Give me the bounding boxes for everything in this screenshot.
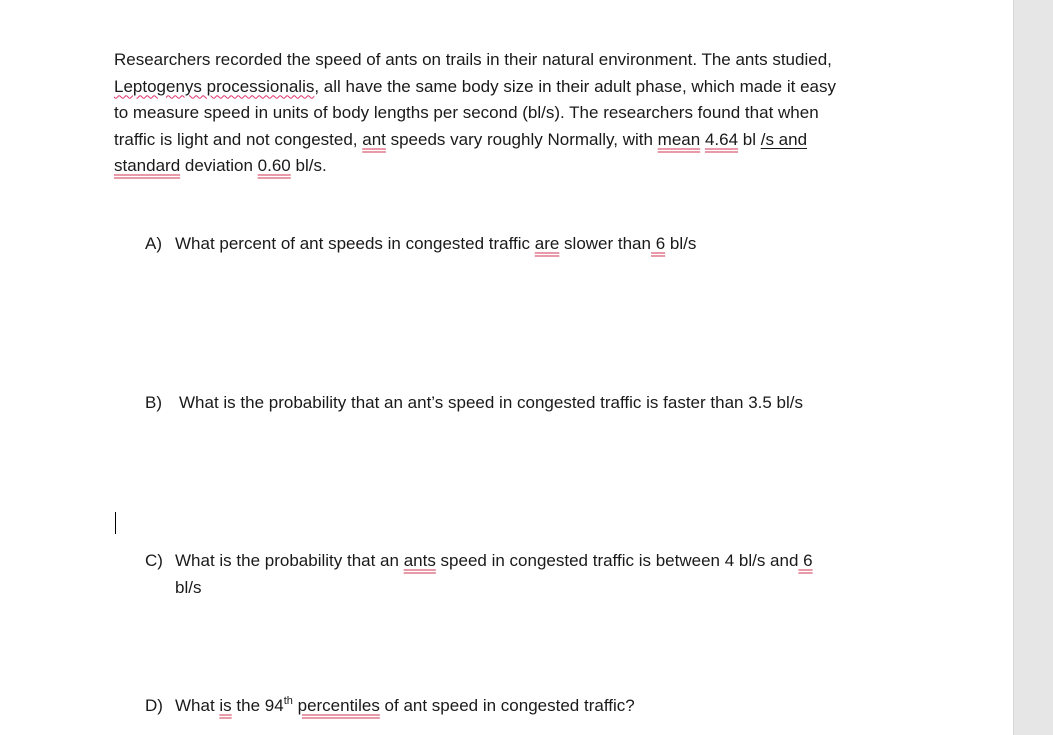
grammar-flag-ants[interactable]: ants: [403, 551, 436, 570]
intro-line-3: to measure speed in units of body lengths per second (bl/s). The researchers found that when: [114, 103, 819, 122]
intro-line-2: Leptogenys processionalis, all have the same body size in their adult phase, which made it easy: [114, 76, 836, 96]
grammar-flag-six-c[interactable]: 6: [798, 551, 813, 570]
grammar-flag-mean[interactable]: mean: [657, 129, 701, 149]
grammar-flag-mean-value[interactable]: 4.64: [704, 129, 739, 149]
question-b[interactable]: [145, 390, 803, 417]
question-b-text: What is the probability that an ant’s speed in congested traffic is faster than 3.5 bl/s: [179, 393, 804, 412]
ordinal-superscript: th: [283, 695, 293, 707]
text-cursor: [115, 512, 116, 534]
question-d[interactable]: D) What is the 94th percentiles of ant speed in congested traffic?: [145, 693, 635, 720]
grammar-flag-sd-value[interactable]: 0.60: [257, 156, 291, 175]
question-a[interactable]: A) What percent of ant speeds in congested traffic are slower than 6 bl/s: [145, 231, 696, 258]
intro-paragraph[interactable]: [114, 47, 904, 180]
underlined-and: /s and: [760, 129, 808, 149]
intro-line-1: Researchers recorded the speed of ants on trails in their natural environment. The ants studied,: [114, 50, 832, 69]
grammar-flag-percentiles[interactable]: percentiles: [297, 696, 380, 715]
question-c[interactable]: C) What is the probability that an ants speed in congested traffic is between 4 bl/s and 6 bl/s: [145, 548, 813, 601]
species-name-misspelling[interactable]: Leptogenys processionalis: [114, 76, 315, 96]
intro-line-5: standard deviation 0.60 bl/s.: [114, 156, 327, 175]
question-c-marker: C): [145, 551, 163, 570]
question-b-marker: B): [145, 393, 162, 412]
question-c-line-2: bl/s: [175, 577, 202, 597]
right-gutter: [1013, 0, 1053, 735]
grammar-flag-is[interactable]: is: [219, 696, 232, 715]
grammar-flag-are[interactable]: are: [534, 234, 560, 253]
question-d-marker: D): [145, 696, 163, 715]
grammar-flag-standard[interactable]: standard: [114, 156, 181, 175]
intro-line-4: traffic is light and not congested, ant speeds vary roughly Normally, with mean 4.64 bl /s and: [114, 129, 808, 149]
grammar-flag-ant[interactable]: ant: [362, 129, 386, 149]
grammar-flag-six[interactable]: 6: [650, 234, 666, 253]
question-a-marker: A): [145, 234, 162, 253]
